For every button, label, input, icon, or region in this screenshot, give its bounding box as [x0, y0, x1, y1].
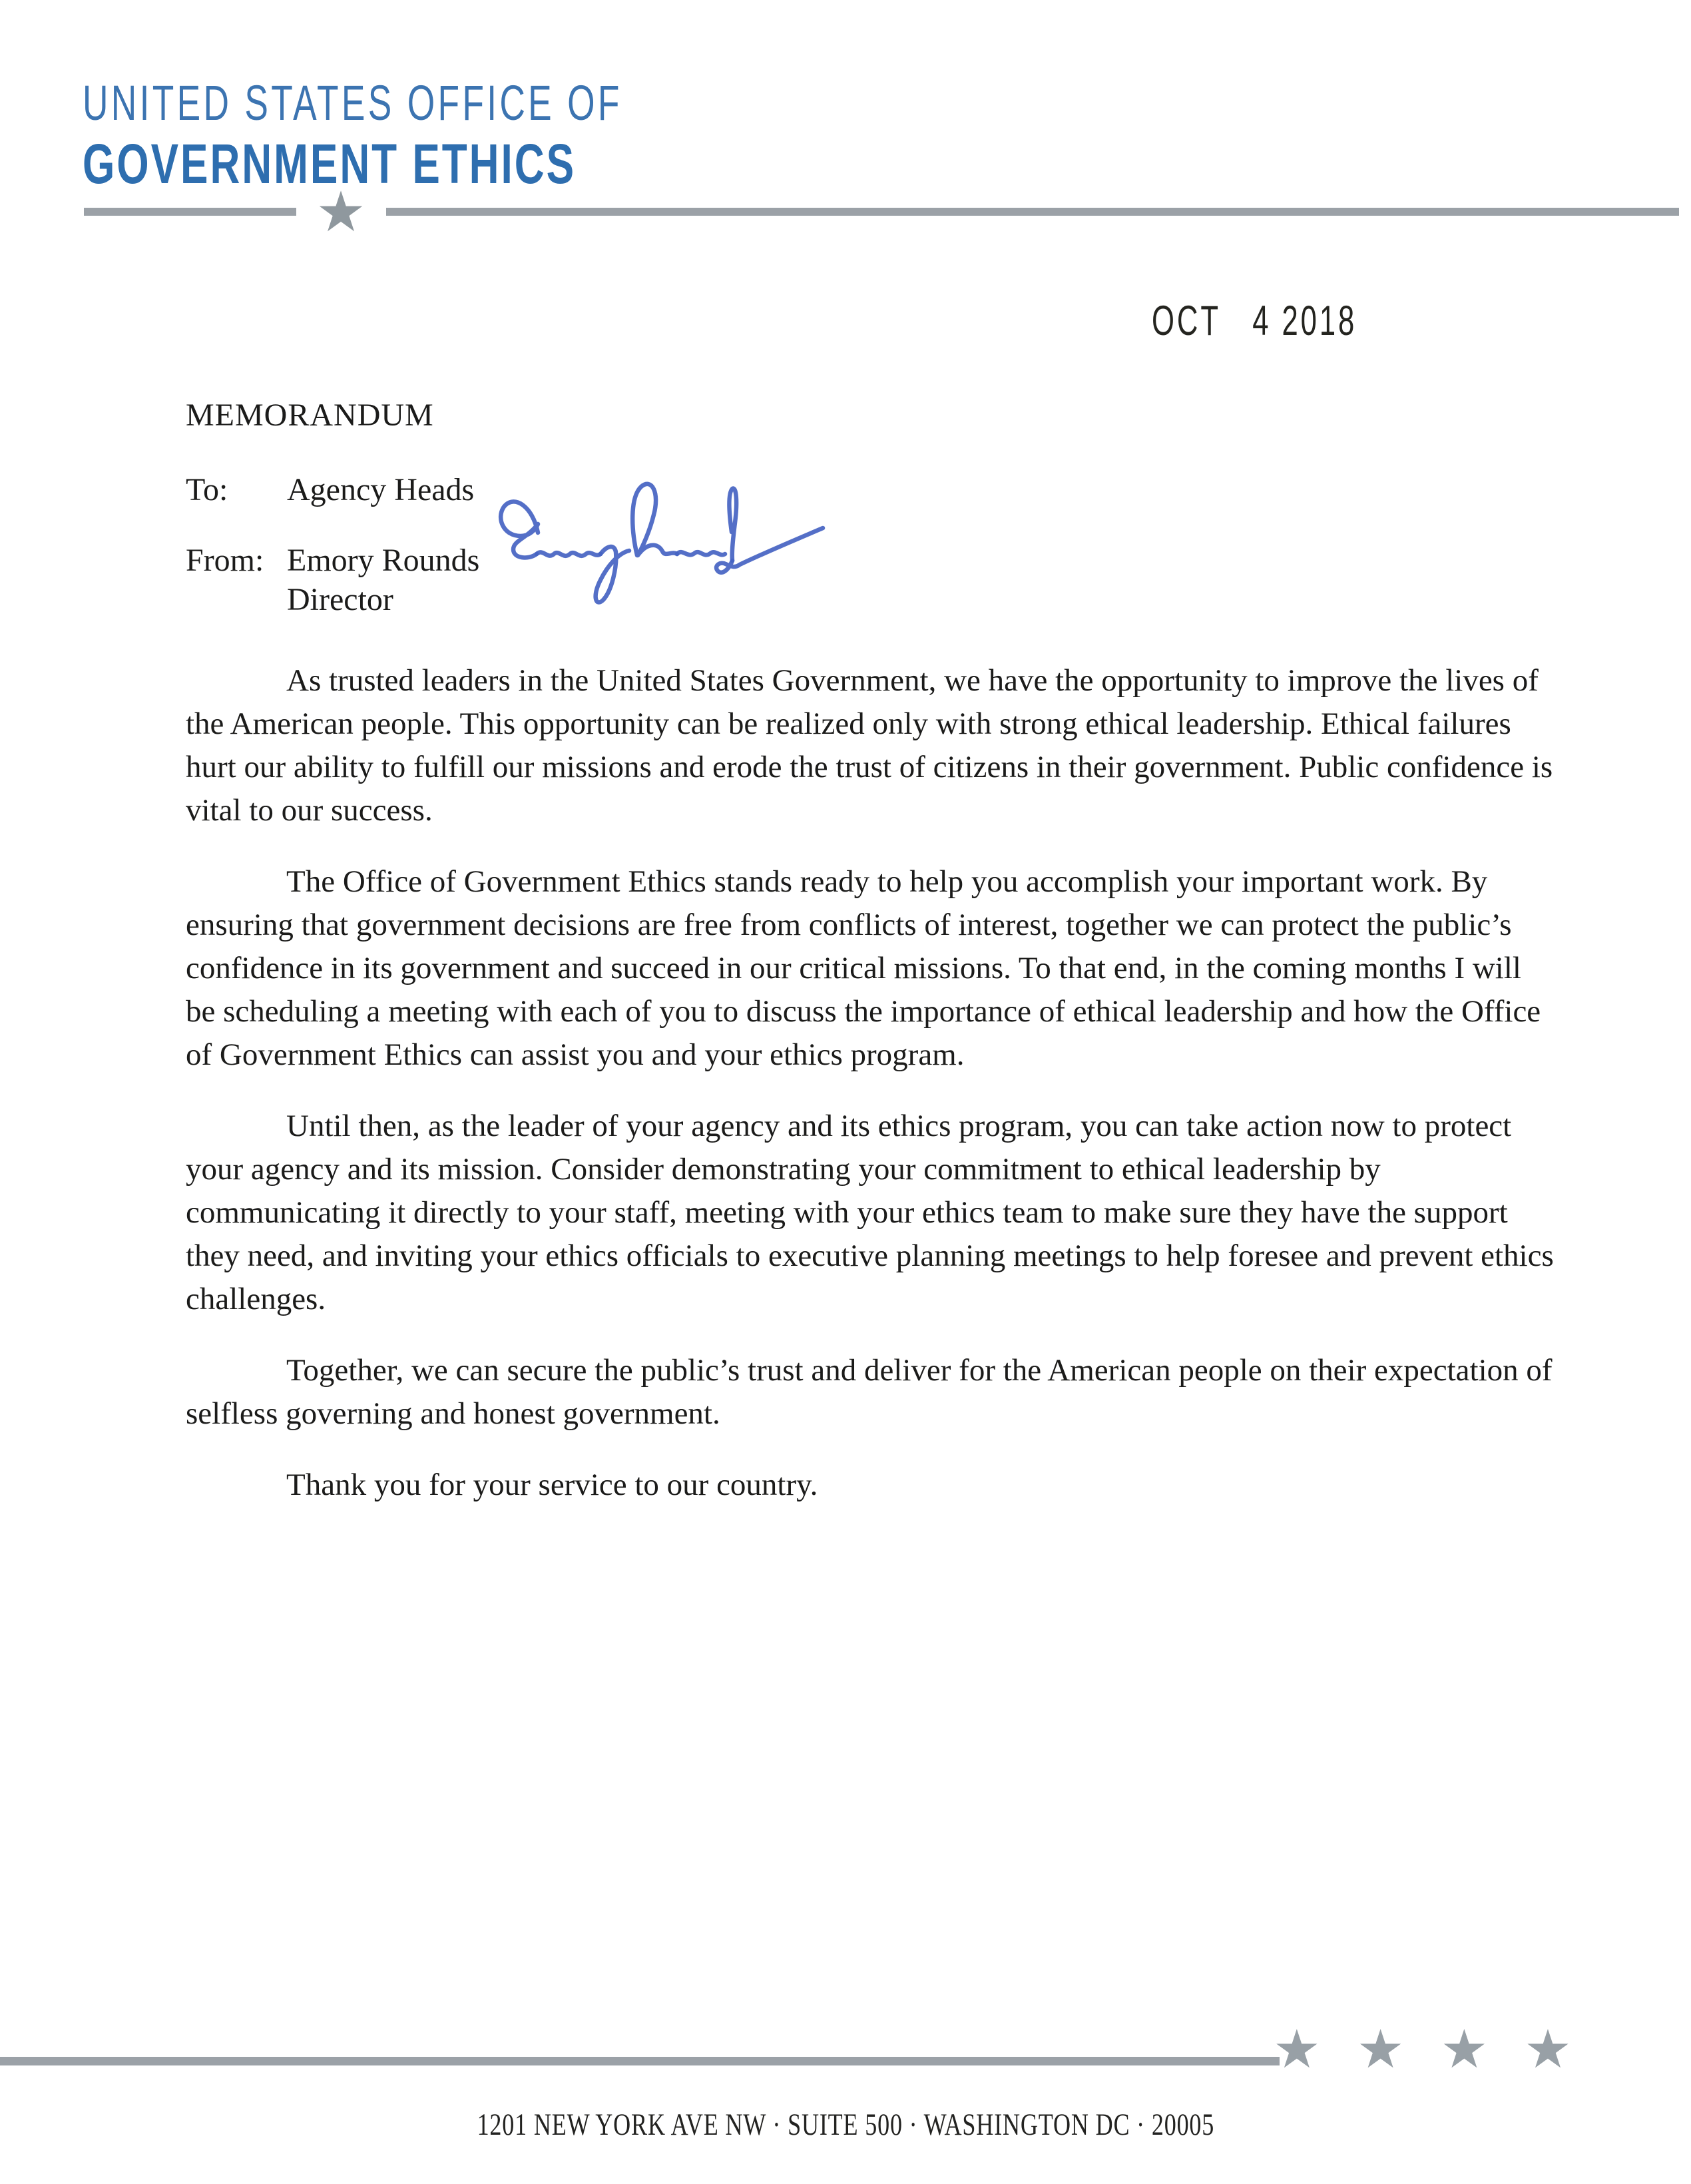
star-icon: ★ — [1440, 2018, 1489, 2080]
star-icon: ★ — [1524, 2018, 1572, 2080]
star-icon: ★ — [1356, 2018, 1405, 2080]
footer-address-text: 1201 NEW YORK AVE NW · SUITE 500 · WASHINGTON DC · 20005 — [477, 2107, 1214, 2142]
memo-from-label: From: — [186, 543, 264, 578]
memo-from-title: Director — [287, 582, 393, 617]
star-icon: ★ — [1273, 2018, 1321, 2080]
letterhead-org-name-line2: GOVERNMENT ETHICS — [83, 133, 577, 195]
paragraph-5: Thank you for your service to our country. — [286, 1468, 818, 1502]
memo-to-row — [186, 471, 474, 508]
memo-title: MEMORANDUM — [186, 398, 434, 433]
date-stamp: OCT 4 2018 — [1152, 297, 1357, 344]
paragraph-1: As trusted leaders in the United States Government, we have the opportunity to improve the lives of the American people. This opportunity can be realized only with strong ethical leadership. Ethical failures hurt our ability to fulfill our missions and erode the trust of citizens in their government. Public confidence is vital to our success. — [186, 663, 1553, 828]
memo-to-value: Agency Heads — [287, 472, 475, 507]
paragraph-2: The Office of Government Ethics stands ready to help you accomplish your important work. By ensuring that government decisions are free from conflicts of interest, together we can protect the public’s confidence in its government and succeed in our critical missions. To that end, in the coming months I will be scheduling a meeting with each of you to discuss the importance of ethical leadership and how the Office of Government Ethics can assist you and your ethics program. — [186, 864, 1541, 1072]
footer-divider-line — [0, 2057, 1280, 2065]
footer-address — [0, 2107, 1691, 2141]
memo-from-title-row — [186, 581, 393, 618]
letterhead-divider-left-segment — [84, 208, 296, 216]
star-icon: ★ — [316, 179, 366, 244]
memo-from-value: Emory Rounds — [287, 543, 480, 578]
memo-body — [186, 659, 1554, 1535]
footer-stars — [1273, 2018, 1572, 2080]
paragraph-3: Until then, as the leader of your agency and its ethics program, you can take action now to protect your agency and its mission. Consider demonstrating your commitment to ethical leadership by communicating it directly to your staff, meeting with your ethics team to make sure they have the support they need, and inviting your ethics officials to executive planning meetings to help foresee and prevent ethics challenges. — [186, 1109, 1554, 1316]
memo-from-row — [186, 542, 479, 579]
letterhead-org-name-line1: UNITED STATES OFFICE OF — [83, 75, 622, 131]
paragraph-4: Together, we can secure the public’s trust and deliver for the American people on their expectation of selfless governing and honest government. — [186, 1353, 1553, 1431]
letterhead-divider-right-segment — [386, 208, 1679, 216]
signature-emory-rounds — [494, 466, 834, 629]
memo-to-label: To: — [186, 472, 228, 507]
